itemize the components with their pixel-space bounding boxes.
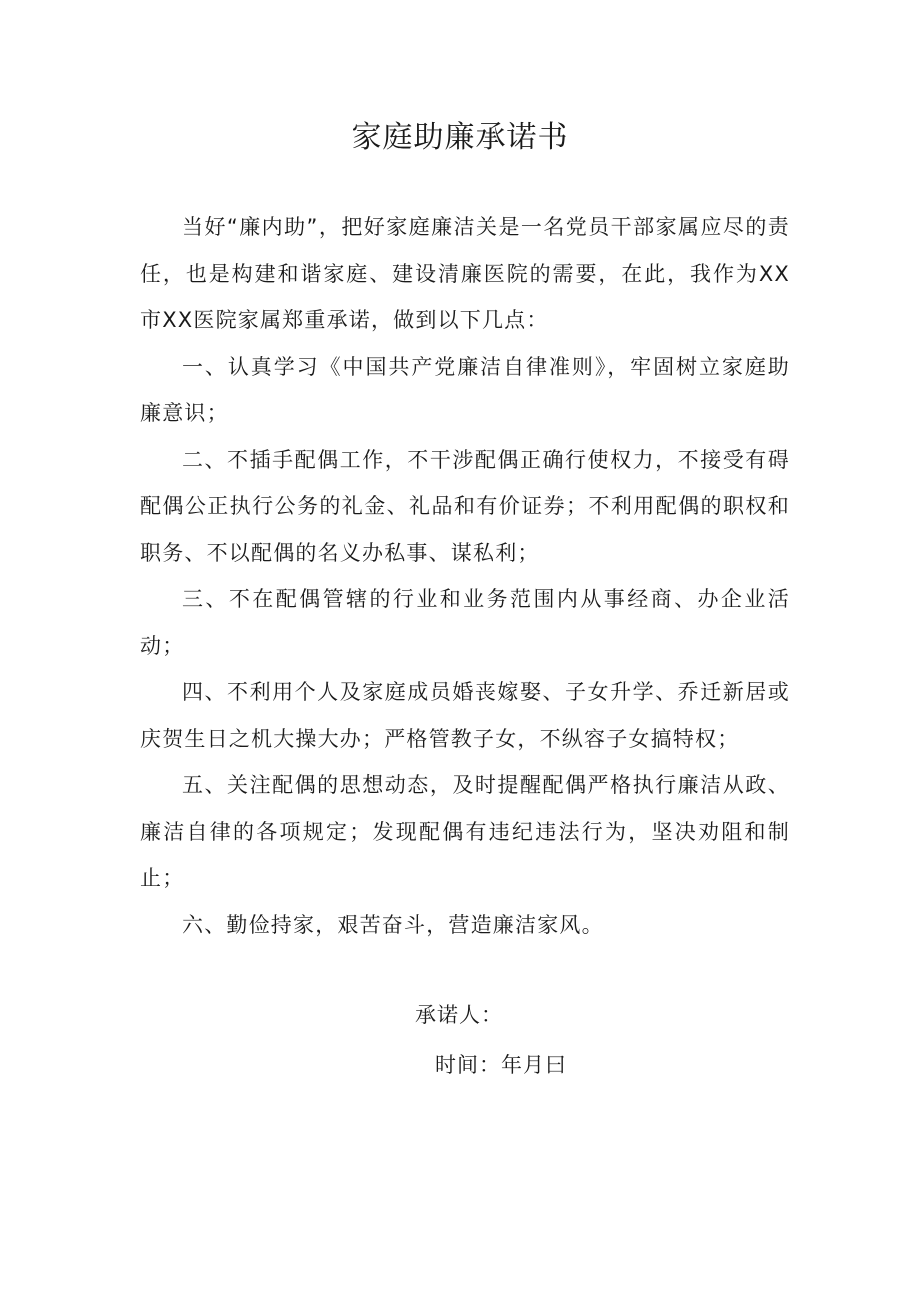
document-body [140, 204, 790, 948]
document-title: 家庭助廉承诺书 [351, 120, 569, 155]
signature-block [0, 990, 920, 1090]
paragraph-item-6: 六、勤俭持家，艰苦奋斗，营造廉洁家风。 [182, 912, 604, 937]
paragraph-item-3: 三、不在配偶管辖的行业和业务范围内从事经商、办企业活动； [140, 587, 790, 658]
promisor-label: 承诺人： [415, 1003, 503, 1027]
paragraph-item-2: 二、不插手配偶工作，不干涉配偶正确行使权力，不接受有碍配偶公正执行公务的礼金、礼品和有价证券；不利用配偶的职权和职务、不以配偶的名义办私事、谋私利； [140, 447, 790, 565]
paragraph-item-1: 一、认真学习《中国共产党廉洁自律准则》，牢固树立家庭助廉意识； [140, 354, 790, 425]
paragraph-item-4: 四、不利用个人及家庭成员婚丧嫁娶、子女升学、乔迁新居或庆贺生日之机大操大办；严格管教子女，不纵容子女搞特权； [140, 680, 790, 751]
paragraph-intro: 当好“廉内助”，把好家庭廉洁关是一名党员干部家属应尽的责任，也是构建和谐家庭、建设清廉医院的需要，在此，我作为XX市XX医院家属郑重承诺，做到以下几点： [140, 215, 790, 332]
paragraph-item-5: 五、关注配偶的思想动态，及时提醒配偶严格执行廉洁从政、廉洁自律的各项规定；发现配偶有违纪违法行为，坚决劝阻和制止； [140, 773, 790, 890]
date-label: 时间：年月曰 [435, 1053, 567, 1077]
